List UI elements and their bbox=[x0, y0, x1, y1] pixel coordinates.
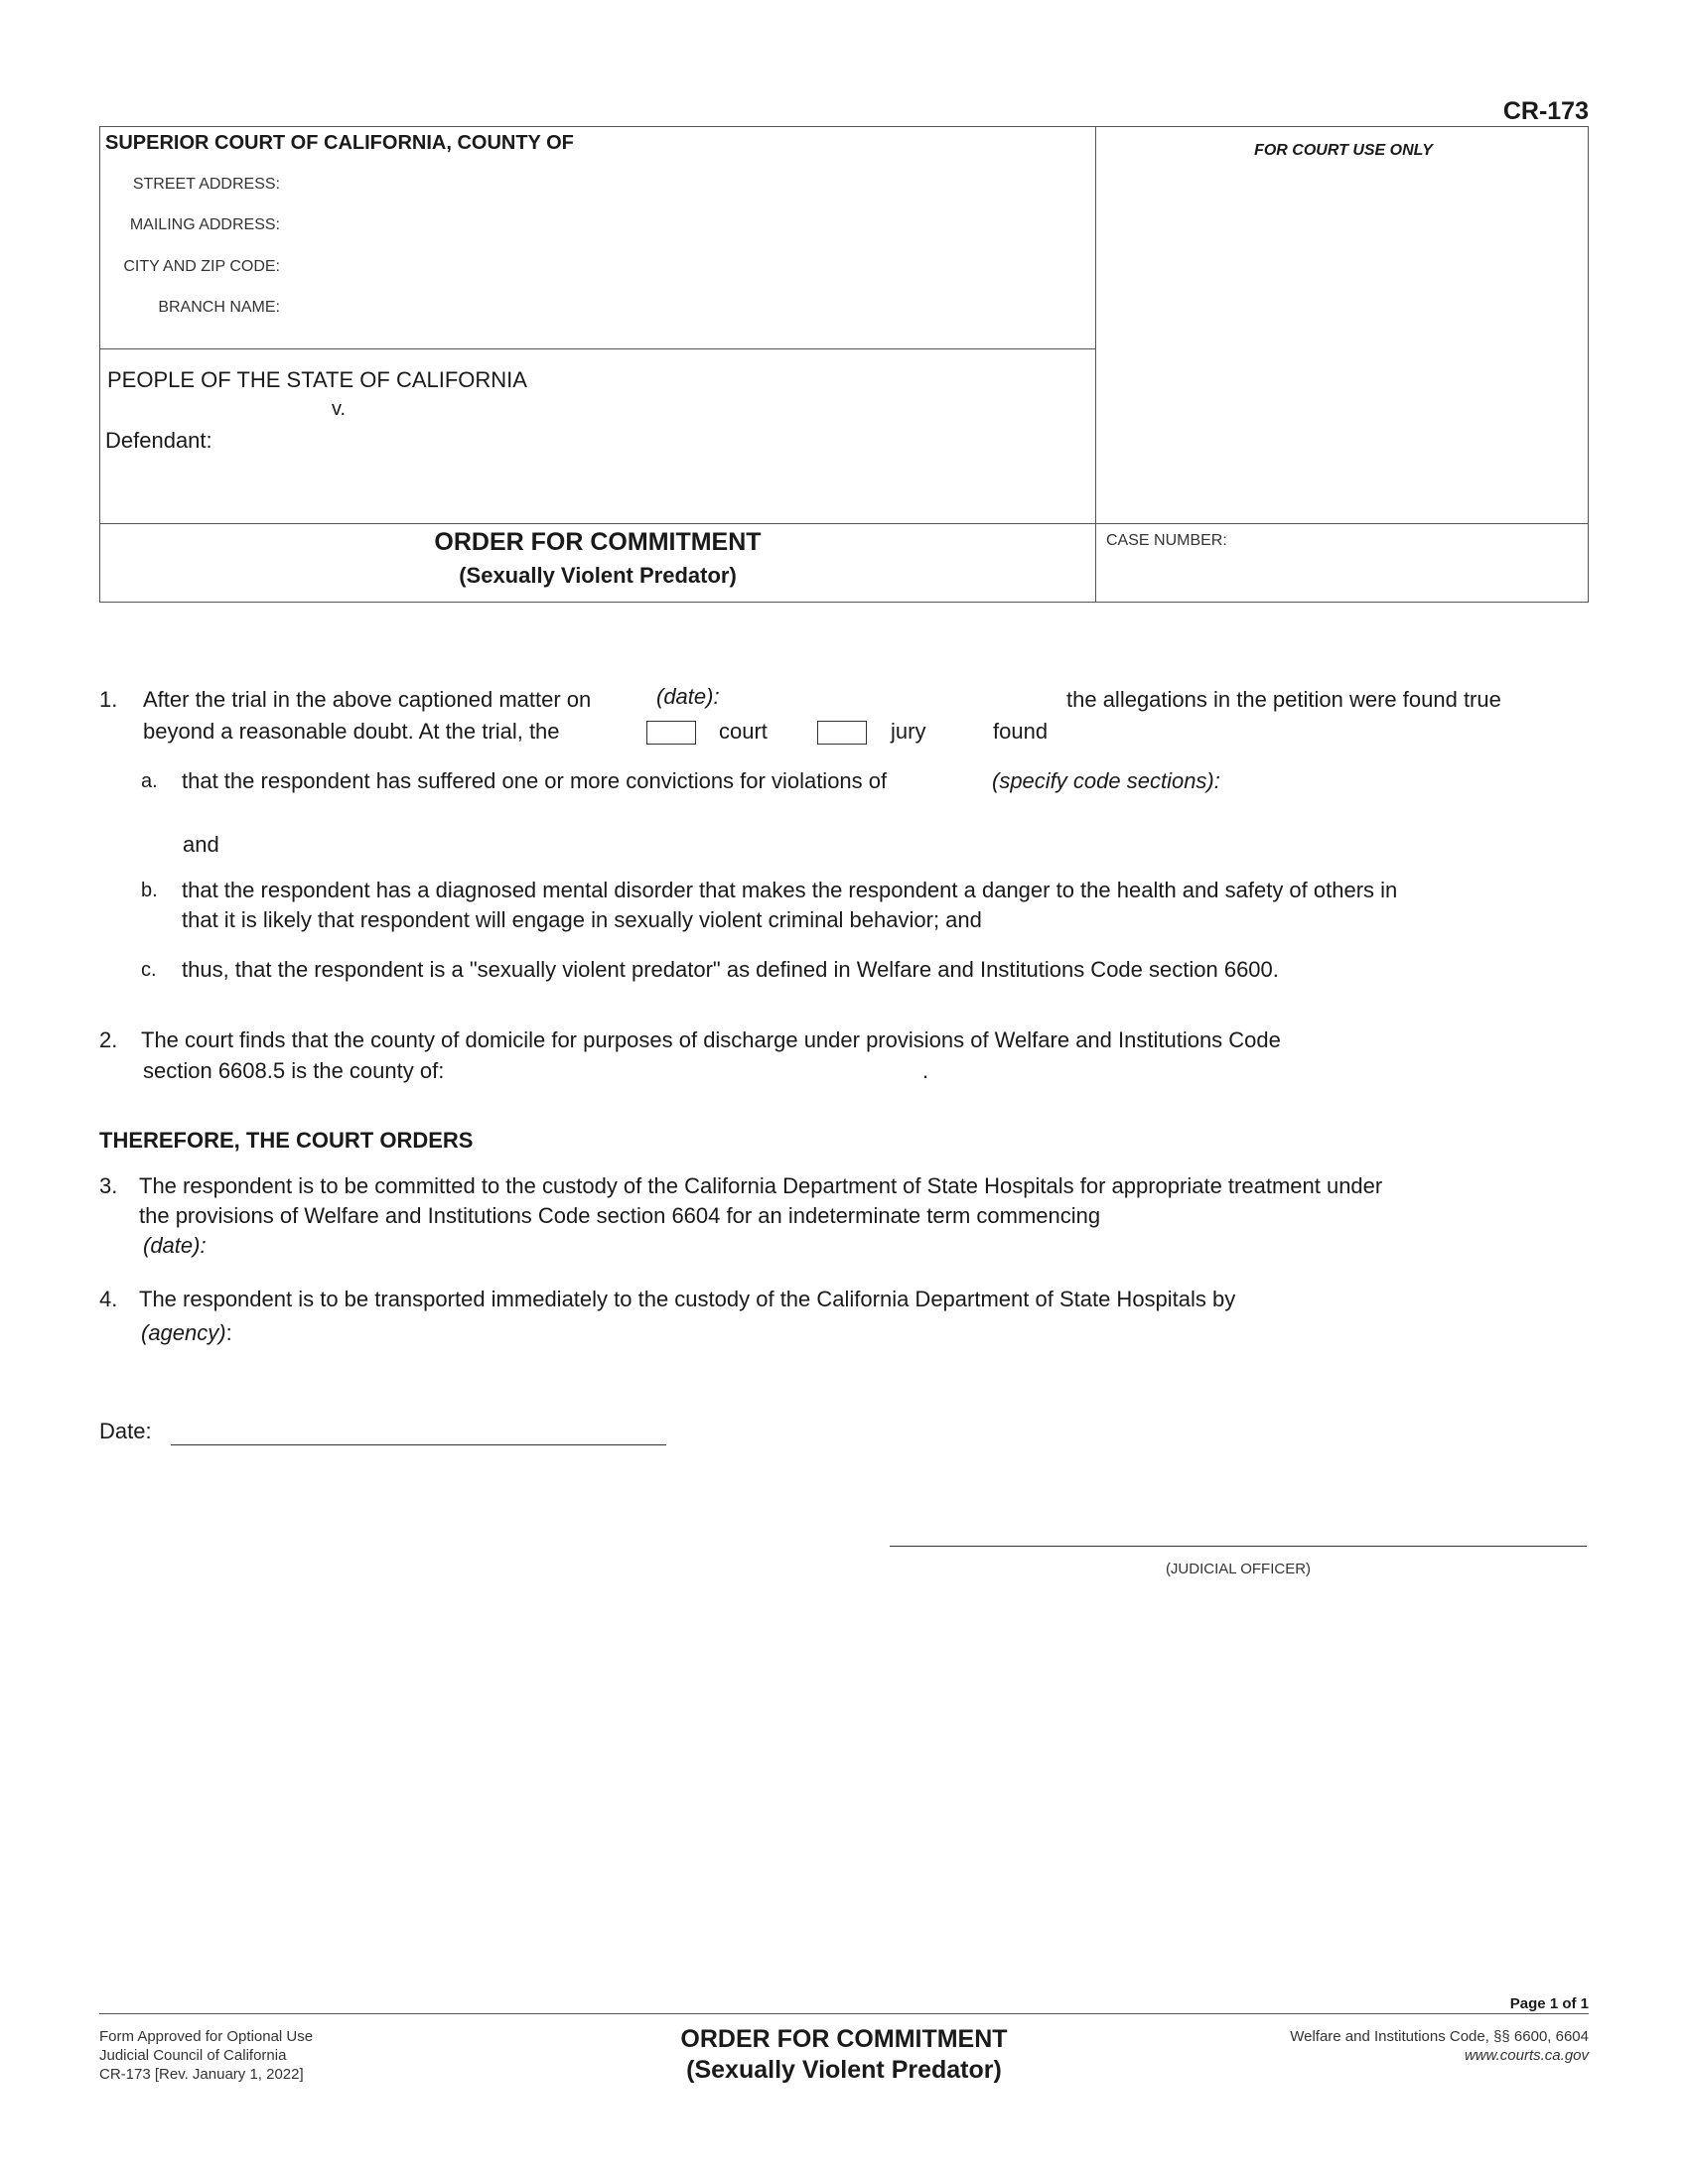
found-label: found bbox=[993, 719, 1049, 744]
court-use-only-label: FOR COURT USE ONLY bbox=[1254, 142, 1433, 159]
footer-title-block bbox=[596, 2025, 1092, 2085]
item-4-agency-label bbox=[141, 1318, 232, 1348]
item-4-number: 4. bbox=[99, 1287, 118, 1311]
item-1-date-label: (date): bbox=[656, 684, 720, 709]
and-label: and bbox=[183, 832, 219, 857]
item-2-text: The court finds that the county of domicile for purposes of discharge under provisions of Welfare and Institutions Code bbox=[141, 1027, 1281, 1052]
item-1a-label: a. bbox=[141, 770, 158, 792]
item-1a-code-sections-label: (specify code sections): bbox=[992, 768, 1220, 793]
therefore-heading: THEREFORE, THE COURT ORDERS bbox=[99, 1128, 474, 1153]
judicial-officer-label: (JUDICIAL OFFICER) bbox=[1165, 1561, 1312, 1577]
caption-rule bbox=[99, 523, 1589, 524]
footer-left bbox=[99, 2027, 313, 2084]
case-number-label: CASE NUMBER: bbox=[1106, 532, 1227, 549]
item-1b-text: that the respondent has a diagnosed mental disorder that makes the respondent a danger to the health and safety of others in bbox=[182, 878, 1398, 902]
date-label: Date: bbox=[99, 1419, 152, 1443]
form-number: CR-173 bbox=[1502, 97, 1589, 125]
footer-website-link[interactable]: www.courts.ca.gov bbox=[1464, 2047, 1589, 2064]
footer-rule bbox=[99, 2013, 1589, 2014]
footer-revision: CR-173 [Rev. January 1, 2022] bbox=[99, 2066, 304, 2083]
date-line[interactable] bbox=[171, 1444, 666, 1445]
footer-right bbox=[1172, 2027, 1589, 2065]
item-1-text: After the trial in the above captioned matter on bbox=[143, 687, 592, 712]
item-3-text: The respondent is to be committed to the custody of the California Department of State Hospitals for appropriate treatment under bbox=[139, 1173, 1383, 1198]
footer-subtitle: (Sexually Violent Predator) bbox=[686, 2056, 1002, 2084]
footer-code-reference: Welfare and Institutions Code, §§ 6600, 6604 bbox=[1290, 2028, 1589, 2045]
item-1-number: 1. bbox=[99, 687, 118, 712]
item-1-text-continued: the allegations in the petition were found true bbox=[1066, 687, 1501, 712]
page-number: Page 1 of 1 bbox=[1509, 1995, 1589, 2012]
item-3-number: 3. bbox=[99, 1173, 118, 1198]
street-address-label: STREET ADDRESS: bbox=[132, 176, 280, 193]
judicial-officer-signature-line[interactable] bbox=[890, 1546, 1587, 1547]
court-name-label: SUPERIOR COURT OF CALIFORNIA, COUNTY OF bbox=[105, 132, 574, 154]
footer-council: Judicial Council of California bbox=[99, 2047, 287, 2064]
city-zip-label: CITY AND ZIP CODE: bbox=[123, 258, 280, 275]
item-3-date-label: (date): bbox=[143, 1233, 207, 1258]
branch-name-label: BRANCH NAME: bbox=[158, 299, 280, 316]
footer-title: ORDER FOR COMMITMENT bbox=[680, 2025, 1008, 2053]
form-subtitle: (Sexually Violent Predator) bbox=[459, 563, 737, 588]
item-1-trial-text: beyond a reasonable doubt. At the trial, the bbox=[143, 719, 560, 744]
item-1c-text: thus, that the respondent is a "sexually violent predator" as defined in Welfare and Institutions Code section 6600. bbox=[182, 957, 1279, 982]
court-checkbox-label: court bbox=[719, 719, 768, 744]
item-1b-text-continued: that it is likely that respondent will engage in sexually violent criminal behavior; and bbox=[182, 907, 982, 932]
item-1c-label: c. bbox=[141, 959, 157, 981]
court-checkbox[interactable] bbox=[646, 721, 696, 745]
defendant-label: Defendant: bbox=[105, 428, 212, 453]
agency-colon: : bbox=[225, 1320, 232, 1345]
item-2-number: 2. bbox=[99, 1027, 118, 1052]
item-1b-label: b. bbox=[141, 880, 158, 901]
form-title: ORDER FOR COMMITMENT bbox=[434, 528, 762, 556]
caption-rule bbox=[99, 348, 1095, 349]
agency-label: (agency) bbox=[141, 1320, 226, 1345]
item-3-text-continued: the provisions of Welfare and Institutions Code section 6604 for an indeterminate term commencing bbox=[139, 1203, 1101, 1228]
item-2-county-label: section 6608.5 is the county of: bbox=[143, 1058, 445, 1083]
versus-label: v. bbox=[332, 398, 347, 420]
people-label: PEOPLE OF THE STATE OF CALIFORNIA bbox=[107, 367, 527, 392]
item-1a-text: that the respondent has suffered one or more convictions for violations of bbox=[182, 768, 888, 793]
footer-approval: Form Approved for Optional Use bbox=[99, 2028, 314, 2045]
caption-title bbox=[100, 528, 1095, 589]
caption-divider bbox=[1095, 126, 1096, 603]
mailing-address-label: MAILING ADDRESS: bbox=[129, 216, 280, 233]
item-2-period: . bbox=[922, 1058, 929, 1083]
jury-checkbox-label: jury bbox=[891, 719, 926, 744]
item-4-text: The respondent is to be transported immediately to the custody of the California Department of State Hospitals by bbox=[139, 1287, 1236, 1311]
jury-checkbox[interactable] bbox=[817, 721, 867, 745]
